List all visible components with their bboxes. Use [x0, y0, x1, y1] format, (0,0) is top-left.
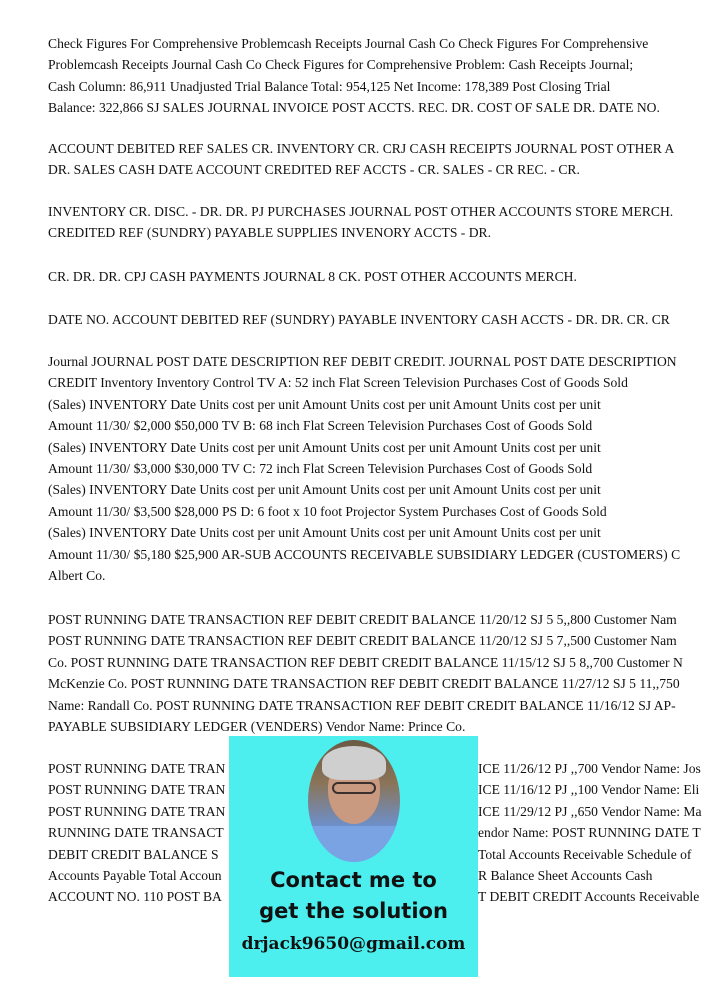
text-line-right: Total Accounts Receivable Schedule of — [478, 846, 692, 862]
text-line-right: ICE 11/16/12 PJ ,,100 Vendor Name: Eli — [478, 782, 700, 798]
text-line: DATE NO. ACCOUNT DEBITED REF (SUNDRY) PAYABLE INVENTORY CASH ACCTS - DR. DR. CR. CR — [48, 312, 670, 327]
contact-email[interactable]: drjack9650@gmail.com — [241, 934, 466, 954]
text-line: Amount 11/30/ $3,000 $30,000 TV C: 72 inch Flat Screen Television Purchases Cost of Goods Sold — [48, 461, 593, 476]
text-line: Albert Co. — [48, 568, 106, 583]
text-line-right: endor Name: POST RUNNING DATE T — [478, 825, 701, 841]
text-line-right: ICE 11/26/12 PJ ,,700 Vendor Name: Jos — [478, 761, 701, 776]
text-line: Name: Randall Co. POST RUNNING DATE TRANSACTION REF DEBIT CREDIT BALANCE 11/16/12 SJ AP- — [48, 697, 676, 713]
text-line-right: ICE 11/29/12 PJ ,,650 Vendor Name: Ma — [478, 803, 702, 819]
text-line: Journal JOURNAL POST DATE DESCRIPTION REF DEBIT CREDIT. JOURNAL POST DATE DESCRIPTION — [48, 354, 677, 369]
text-line-left: DEBIT CREDIT BALANCE S — [48, 846, 219, 862]
text-line: McKenzie Co. POST RUNNING DATE TRANSACTION REF DEBIT CREDIT BALANCE 11/27/12 SJ 5 11,,750 — [48, 676, 680, 692]
text-line-right: T DEBIT CREDIT Accounts Receivable — [478, 889, 700, 905]
text-line: ACCOUNT DEBITED REF SALES CR. INVENTORY CR. CRJ CASH RECEIPTS JOURNAL POST OTHER A — [48, 141, 675, 156]
contact-line-2: get the solution — [259, 899, 448, 923]
text-line: Amount 11/30/ $3,500 $28,000 PS D: 6 foot x 10 foot Projector System Purchases Cost of Goods Sold — [48, 503, 607, 519]
text-line: INVENTORY CR. DISC. - DR. DR. PJ PURCHASES JOURNAL POST OTHER ACCOUNTS STORE MERCH. — [48, 204, 674, 219]
text-line-left: POST RUNNING DATE TRAN — [48, 782, 226, 798]
author-photo — [308, 740, 400, 862]
text-line: Co. POST RUNNING DATE TRANSACTION REF DEBIT CREDIT BALANCE 11/15/12 SJ 5 8,,700 Customer N — [48, 654, 683, 670]
text-line: Amount 11/30/ $5,180 $25,900 AR-SUB ACCOUNTS RECEIVABLE SUBSIDIARY LEDGER (CUSTOMERS) C — [48, 546, 681, 562]
text-line-left: Accounts Payable Total Accoun — [48, 868, 222, 883]
text-line: (Sales) INVENTORY Date Units cost per unit Amount Units cost per unit Amount Units cost per unit — [48, 396, 601, 412]
text-line-left: POST RUNNING DATE TRAN — [48, 803, 226, 819]
text-line: (Sales) INVENTORY Date Units cost per unit Amount Units cost per unit Amount Units cost per unit — [48, 482, 601, 498]
text-line: CREDIT Inventory Inventory Control TV A: 52 inch Flat Screen Television Purchases Cost of Goods Sold — [48, 375, 628, 391]
text-line: Cash Column: 86,911 Unadjusted Trial Balance Total: 954,125 Net Income: 178,389 Post Closing Trial — [48, 78, 611, 94]
text-line: PAYABLE SUBSIDIARY LEDGER (VENDERS) Vendor Name: Prince Co. — [48, 719, 466, 734]
text-line: POST RUNNING DATE TRANSACTION REF DEBIT CREDIT BALANCE 11/20/12 SJ 5 7,,500 Customer Nam — [48, 633, 677, 649]
text-line-left: RUNNING DATE TRANSACT — [48, 825, 224, 841]
text-line: (Sales) INVENTORY Date Units cost per unit Amount Units cost per unit Amount Units cost per unit — [48, 439, 601, 455]
text-line: DR. SALES CASH DATE ACCOUNT CREDITED REF ACCTS - CR. SALES - CR REC. - CR. — [48, 162, 580, 178]
contact-line-1: Contact me to — [270, 868, 437, 892]
text-line: Problemcash Receipts Journal Cash Co Check Figures for Comprehensive Problem: Cash Receipts Journal; — [48, 57, 634, 73]
text-line-right: R Balance Sheet Accounts Cash — [478, 868, 653, 883]
text-line: Amount 11/30/ $2,000 $50,000 TV B: 68 inch Flat Screen Television Purchases Cost of Goods Sold — [48, 418, 593, 434]
text-line: CREDITED REF (SUNDRY) PAYABLE SUPPLIES INVENORY ACCTS - DR. — [48, 225, 491, 241]
text-line-left: ACCOUNT NO. 110 POST BA — [48, 889, 222, 905]
text-line: POST RUNNING DATE TRANSACTION REF DEBIT CREDIT BALANCE 11/20/12 SJ 5 5,,800 Customer Nam — [48, 612, 677, 627]
text-line: CR. DR. DR. CPJ CASH PAYMENTS JOURNAL 8 CK. POST OTHER ACCOUNTS MERCH. — [48, 269, 577, 284]
contact-advert[interactable] — [229, 736, 478, 977]
text-line: (Sales) INVENTORY Date Units cost per unit Amount Units cost per unit Amount Units cost per unit — [48, 525, 601, 541]
text-line: Balance: 322,866 SJ SALES JOURNAL INVOICE POST ACCTS. REC. DR. COST OF SALE DR. DATE NO. — [48, 100, 660, 116]
text-line-left: POST RUNNING DATE TRAN — [48, 761, 226, 776]
text-line: Check Figures For Comprehensive Problemcash Receipts Journal Cash Co Check Figures For Comprehensive — [48, 36, 649, 51]
